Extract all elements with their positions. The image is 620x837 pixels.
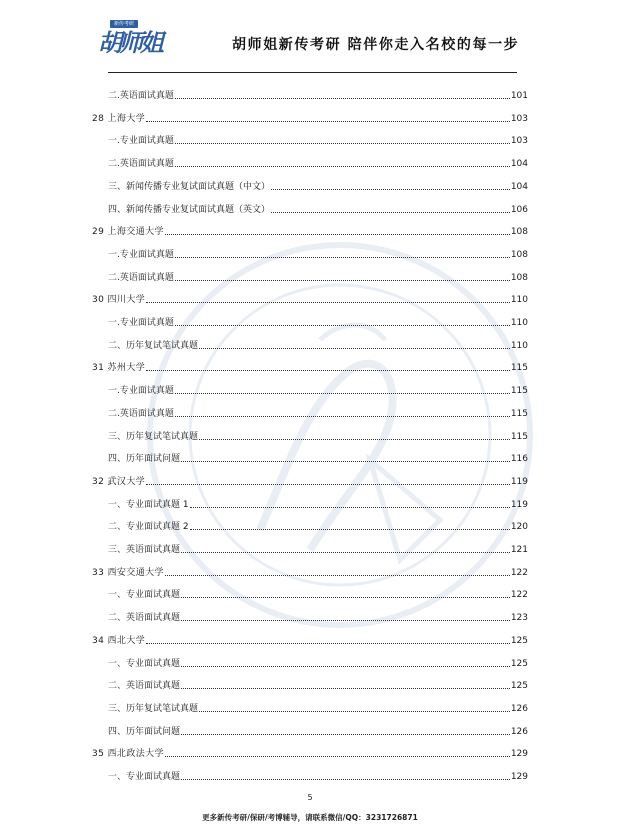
toc-leader-dots: [199, 711, 510, 712]
toc-entry-title: 二.英语面试真题: [108, 272, 174, 283]
toc-entry-title: 33 西安交通大学: [92, 567, 164, 578]
toc-entry-page: 110: [510, 318, 528, 328]
toc-entry[interactable]: [108, 701, 528, 715]
toc-entry-title: 一、专业面试真题: [108, 772, 181, 782]
toc-entry-title: 三、新闻传播专业复试面试真题（中文）: [108, 181, 271, 192]
toc-entry-title: 四、新闻传播专业复试面试真题（英文）: [108, 204, 271, 215]
toc-entry[interactable]: [92, 746, 528, 760]
toc-leader-dots: [165, 575, 510, 576]
toc-leader-dots: [175, 166, 510, 167]
toc-leader-dots: [146, 302, 510, 303]
toc-entry-title: 二.英语面试真题: [108, 91, 174, 101]
toc-entry[interactable]: [92, 474, 528, 488]
toc-entry-page: 125: [510, 635, 528, 646]
toc-entry-page: 119: [510, 476, 528, 487]
toc-entry-title: 四、历年面试问题: [108, 726, 181, 737]
logo-badge: 新传考研: [110, 20, 138, 28]
footer-contact: 更多新传考研/保研/考博辅导，请联系微信/QQ：3231726871: [202, 813, 418, 822]
toc-entry-page: 126: [510, 703, 528, 714]
toc-entry-page: 115: [510, 363, 528, 374]
toc-leader-dots: [181, 688, 510, 689]
toc-entry-title: 31 苏州大学: [92, 363, 146, 374]
toc-entry[interactable]: [108, 429, 528, 443]
toc-entry[interactable]: [108, 724, 528, 738]
toc-entry-title: 28 上海大学: [92, 113, 146, 124]
toc-leader-dots: [165, 756, 510, 757]
toc-entry-title: 二、英语面试真题: [108, 681, 181, 692]
toc-leader-dots: [175, 98, 510, 99]
toc-entry-title: 30 四川大学: [92, 295, 146, 306]
toc-entry-title: 一、专业面试真题: [108, 658, 181, 669]
toc-leader-dots: [146, 484, 510, 485]
toc-leader-dots: [146, 370, 510, 371]
toc-entry-page: 123: [510, 613, 528, 624]
toc-entry-page: 110: [510, 295, 528, 306]
toc-entry-page: 115: [510, 408, 528, 419]
header-logo: [98, 20, 161, 64]
toc-entry-page: 104: [510, 181, 528, 192]
toc-entry-page: 120: [510, 522, 528, 533]
toc-entry-page: 108: [510, 272, 528, 283]
toc-entry[interactable]: [108, 406, 528, 420]
toc-entry[interactable]: [108, 270, 528, 284]
toc-entry[interactable]: [92, 565, 528, 579]
toc-entry[interactable]: [108, 542, 528, 556]
toc-entry[interactable]: [108, 88, 528, 102]
toc-entry-title: 二、英语面试真题: [108, 613, 181, 624]
toc-entry-page: 104: [510, 159, 528, 170]
toc-entry[interactable]: [108, 656, 528, 670]
toc-leader-dots: [271, 212, 510, 213]
toc-entry[interactable]: [92, 111, 528, 125]
toc-entry-page: 125: [510, 658, 528, 669]
toc-entry[interactable]: [108, 179, 528, 193]
toc-leader-dots: [181, 620, 510, 621]
toc-leader-dots: [181, 597, 510, 598]
toc-entry-page: 115: [510, 431, 528, 442]
toc-leader-dots: [199, 439, 510, 440]
toc-entry[interactable]: [92, 224, 528, 238]
toc-entry-page: 129: [510, 772, 528, 782]
logo-wordmark: 胡师姐: [98, 28, 161, 57]
toc-entry-page: 126: [510, 726, 528, 737]
toc-entry[interactable]: [108, 451, 528, 465]
toc-leader-dots: [181, 461, 510, 462]
toc-entry-page: 125: [510, 681, 528, 692]
toc-entry-page: 106: [510, 204, 528, 215]
toc-entry-page: 129: [510, 749, 528, 760]
toc-entry[interactable]: [108, 133, 528, 147]
toc-entry-page: 119: [510, 499, 528, 510]
header-divider: [108, 72, 517, 73]
toc-leader-dots: [190, 507, 510, 508]
toc-leader-dots: [175, 325, 510, 326]
toc-entry[interactable]: [108, 383, 528, 397]
toc-entry-page: 108: [510, 249, 528, 260]
toc-entry-title: 二.英语面试真题: [108, 408, 174, 419]
toc-entry-title: 二.英语面试真题: [108, 159, 174, 170]
toc-entry[interactable]: [92, 360, 528, 374]
toc-entry-title: 二、专业面试真题 2: [108, 522, 189, 533]
toc-entry[interactable]: [108, 156, 528, 170]
toc-entry[interactable]: [108, 587, 528, 601]
toc-entry[interactable]: [108, 202, 528, 216]
toc-entry-page: 115: [510, 386, 528, 397]
header-slogan: 胡师姐新传考研 陪伴你走入名校的每一步: [232, 37, 520, 53]
toc-leader-dots: [271, 189, 510, 190]
toc-leader-dots: [146, 643, 510, 644]
toc-entry-page: 101: [510, 91, 528, 101]
toc-entry[interactable]: [108, 247, 528, 261]
toc-leader-dots: [181, 666, 510, 667]
toc-entry-title: 一.专业面试真题: [108, 318, 174, 328]
toc-leader-dots: [199, 348, 510, 349]
toc-entry-title: 二、历年复试笔试真题: [108, 340, 199, 351]
toc-entry[interactable]: [108, 769, 528, 783]
page-number: 5: [307, 793, 313, 802]
toc-entry[interactable]: [108, 315, 528, 329]
toc-entry-title: 一.专业面试真题: [108, 249, 174, 260]
toc-entry-title: 三、历年复试笔试真题: [108, 703, 199, 714]
toc-entry[interactable]: [108, 610, 528, 624]
toc-leader-dots: [190, 529, 510, 530]
toc-entry-title: 34 西北大学: [92, 635, 146, 646]
toc-entry[interactable]: [92, 292, 528, 306]
toc-entry-page: 121: [510, 545, 528, 555]
toc-entry-page: 108: [510, 227, 528, 238]
toc-entry-title: 一、专业面试真题 1: [108, 499, 189, 510]
toc-leader-dots: [181, 734, 510, 735]
toc-leader-dots: [181, 552, 510, 553]
toc-leader-dots: [175, 280, 510, 281]
toc-entry-title: 三、历年复试笔试真题: [108, 431, 199, 442]
toc-entry[interactable]: [92, 633, 528, 647]
toc-entry-title: 29 上海交通大学: [92, 227, 164, 238]
toc-entry-title: 32 武汉大学: [92, 476, 146, 487]
toc-leader-dots: [146, 121, 510, 122]
toc-leader-dots: [175, 257, 510, 258]
toc-entry[interactable]: [108, 519, 528, 533]
toc-entry-page: 122: [510, 590, 528, 601]
toc-leader-dots: [165, 234, 510, 235]
toc-entry-page: 103: [510, 113, 528, 124]
toc-entry-title: 35 西北政法大学: [92, 749, 164, 760]
toc-entry-title: 一、专业面试真题: [108, 590, 181, 601]
toc-entry-title: 一.专业面试真题: [108, 386, 174, 397]
toc-entry[interactable]: [108, 338, 528, 352]
toc-entry[interactable]: [108, 678, 528, 692]
toc-leader-dots: [175, 393, 510, 394]
toc-leader-dots: [175, 143, 510, 144]
toc-leader-dots: [181, 779, 510, 780]
toc-entry-title: 四、历年面试问题: [108, 454, 181, 465]
toc-entry-page: 110: [510, 340, 528, 351]
toc-entry-title: 一.专业面试真题: [108, 136, 174, 147]
toc-entry-page: 103: [510, 136, 528, 147]
toc-entry-title: 三、英语面试真题: [108, 545, 181, 555]
toc-leader-dots: [175, 416, 510, 417]
toc-entry-page: 116: [510, 454, 528, 465]
toc-entry[interactable]: [108, 497, 528, 511]
toc-entry-page: 122: [510, 567, 528, 578]
